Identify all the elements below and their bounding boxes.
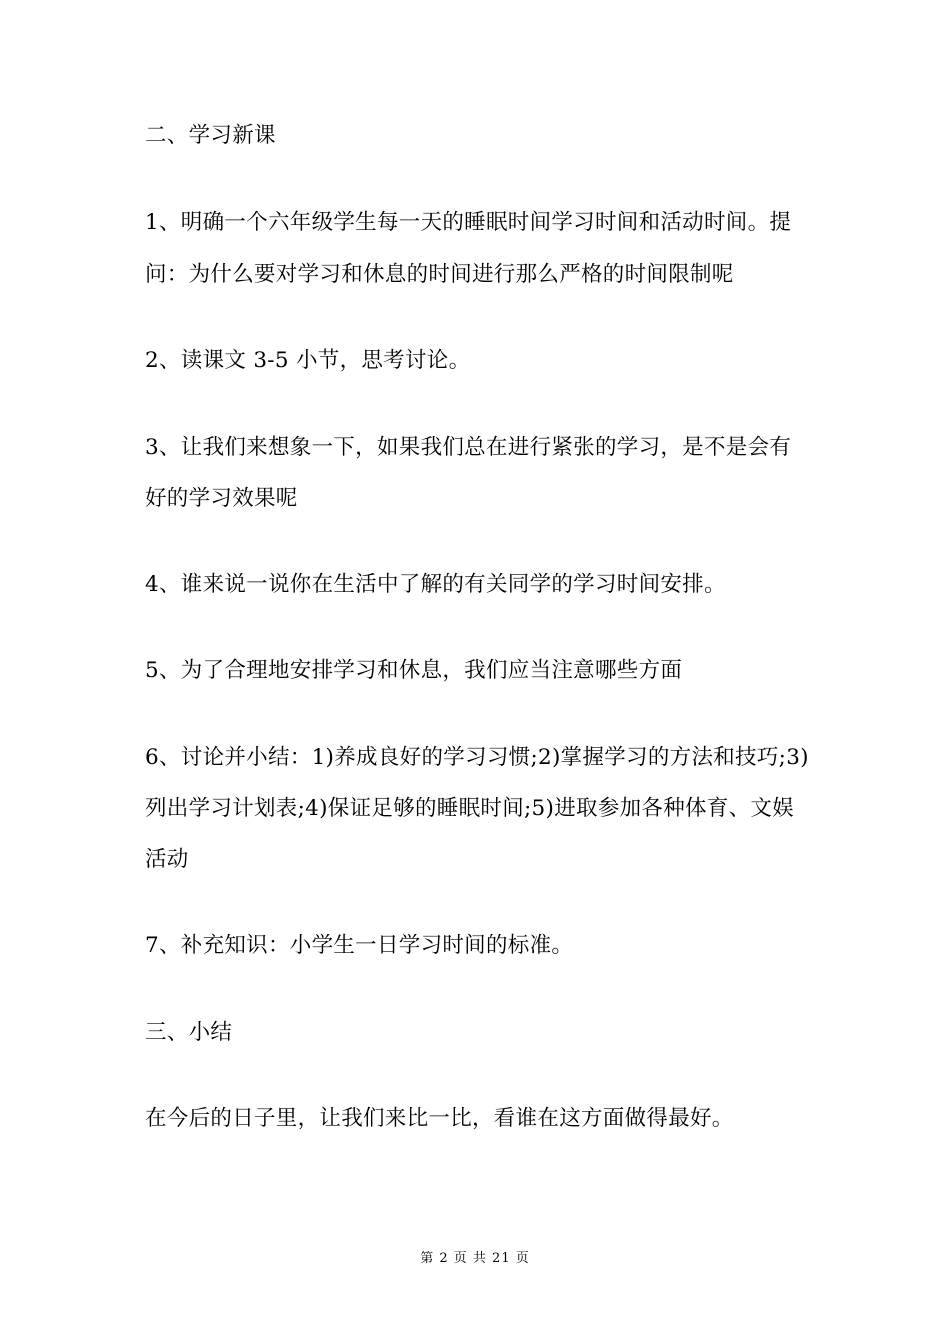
- section-heading-learn-new-lesson: 二、学习新课: [145, 123, 276, 148]
- list-item-2: 2、读课文 3-5 小节，思考讨论。: [145, 348, 471, 373]
- list-item-6-line-1: 6、讨论并小结：1)养成良好的学习习惯;2)掌握学习的方法和技巧;3): [145, 745, 809, 770]
- list-item-7: 7、补充知识：小学生一日学习时间的标准。: [145, 933, 574, 958]
- list-item-5: 5、为了合理地安排学习和休息，我们应当注意哪些方面: [145, 658, 683, 683]
- list-item-6-line-2: 列出学习计划表;4)保证足够的睡眠时间;5)进取参加各种体育、文娱: [145, 796, 795, 821]
- list-item-3-line-2: 好的学习效果呢: [145, 486, 298, 511]
- list-item-1-line-1: 1、明确一个六年级学生每一天的睡眠时间学习时间和活动时间。提: [145, 210, 792, 235]
- list-item-4: 4、谁来说一说你在生活中了解的有关同学的学习时间安排。: [145, 572, 726, 597]
- list-item-1-line-2: 问：为什么要对学习和休息的时间进行那么严格的时间限制呢: [145, 262, 734, 287]
- list-item-6-line-3: 活动: [145, 847, 189, 872]
- page-number-indicator: 第 2 页 共 21 页: [420, 1251, 530, 1266]
- conclusion-paragraph: 在今后的日子里，让我们来比一比，看谁在这方面做得最好。: [145, 1106, 734, 1131]
- section-heading-summary: 三、小结: [145, 1020, 233, 1045]
- list-item-3-line-1: 3、让我们来想象一下，如果我们总在进行紧张的学习，是不是会有: [145, 435, 792, 460]
